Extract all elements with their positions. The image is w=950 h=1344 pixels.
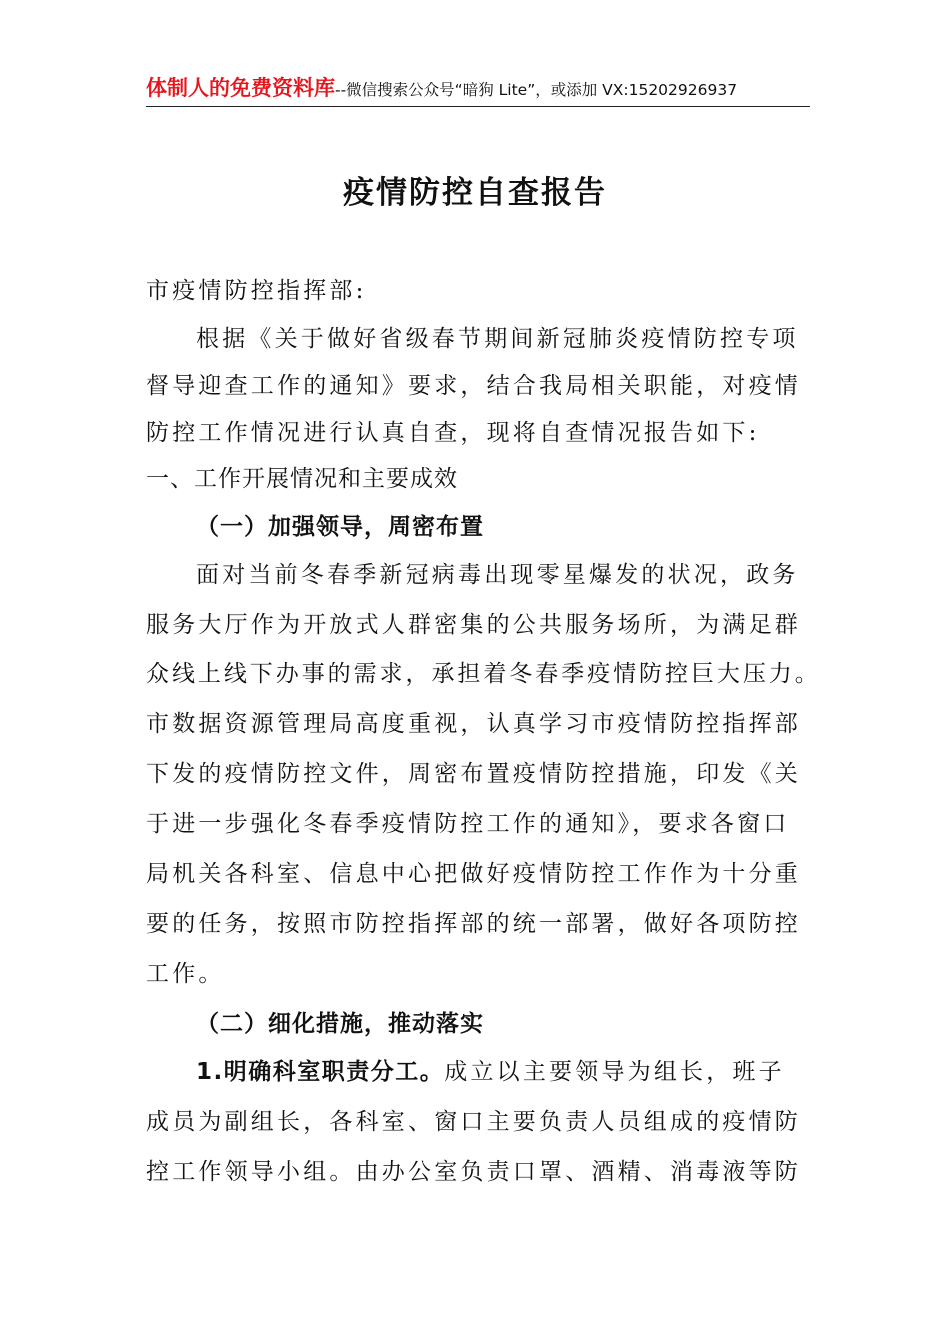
banner-contact-text: --微信搜索公众号“暗狗 Lite”，或添加 VX:15202926937 (335, 81, 738, 99)
subsection-heading: （二）细化措施，推动落实 (196, 1011, 484, 1037)
paragraph-line: 局机关各科室、信息中心把做好疫情防控工作作为十分重 (146, 861, 801, 887)
paragraph-line: 控工作领导小组。由办公室负责口罩、酒精、消毒液等防 (146, 1159, 801, 1185)
paragraph-line: 要的任务，按照市防控指挥部的统一部署，做好各项防控 (146, 911, 801, 937)
document-title: 疫情防控自查报告 (343, 175, 607, 211)
item-label: 1.明确科室职责分工。 (196, 1059, 445, 1085)
paragraph-line: 众线上线下办事的需求，承担着冬春季疫情防控巨大压力。 (146, 661, 821, 687)
header-banner (146, 72, 810, 107)
paragraph-line: 市数据资源管理局高度重视，认真学习市疫情防控指挥部 (146, 711, 801, 737)
paragraph-line: 成员为副组长，各科室、窗口主要负责人员组成的疫情防 (146, 1109, 801, 1135)
banner-brand-text: 体制人的免费资料库 (146, 76, 335, 100)
item-first-line (196, 1053, 785, 1086)
item-text: 成立以主要领导为组长，班子 (444, 1059, 785, 1085)
paragraph-line: 服务大厅作为开放式人群密集的公共服务场所，为满足群 (146, 612, 801, 638)
intro-line: 防控工作情况进行认真自查，现将自查情况报告如下: (146, 420, 760, 446)
paragraph-line: 工作。 (146, 961, 225, 987)
paragraph-line: 面对当前冬春季新冠病毒出现零星爆发的状况，政务 (196, 562, 799, 588)
paragraph-line: 于进一步强化冬春季疫情防控工作的通知》，要求各窗口 (146, 811, 790, 837)
intro-line: 根据《关于做好省级春节期间新冠肺炎疫情防控专项 (196, 326, 799, 352)
subsection-heading: （一）加强领导，周密布置 (196, 514, 484, 540)
salutation: 市疫情防控指挥部: (146, 278, 367, 304)
intro-line: 督导迎查工作的通知》要求，结合我局相关职能，对疫情 (146, 373, 801, 399)
section-heading: 一、工作开展情况和主要成效 (146, 466, 458, 492)
paragraph-line: 下发的疫情防控文件，周密布置疫情防控措施，印发《关 (146, 761, 801, 787)
